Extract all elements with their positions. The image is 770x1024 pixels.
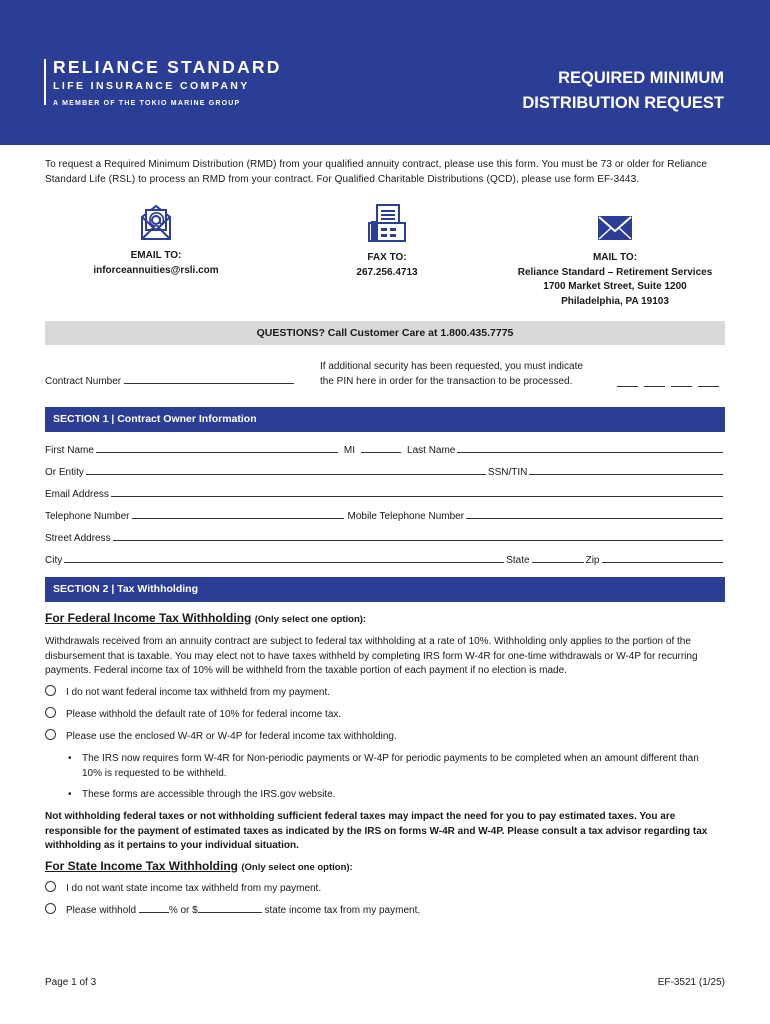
- contact-email: [66, 203, 246, 278]
- federal-heading-note: (Only select one option):: [254, 614, 367, 625]
- contract-number-field[interactable]: [124, 374, 294, 384]
- pin-digit[interactable]: [671, 377, 692, 387]
- state-option-2[interactable]: [45, 903, 420, 916]
- state-amount-field[interactable]: [198, 903, 262, 913]
- mi-label: MI: [343, 445, 356, 456]
- federal-option-2-label: Please withhold the default rate of 10% for federal income tax.: [66, 709, 342, 720]
- pin-digit[interactable]: [698, 377, 719, 387]
- state-heading-title: For State Income Tax Withholding: [45, 859, 239, 873]
- federal-option-3-label: Please use the enclosed W-4R or W-4P for federal income tax withholding.: [66, 731, 397, 742]
- telephone-row: [45, 509, 725, 522]
- fax-label: FAX TO:: [367, 252, 407, 263]
- envelope-icon: [596, 203, 634, 243]
- contract-number-row: [45, 374, 294, 387]
- city-label: City: [45, 555, 63, 566]
- radio-button[interactable]: [45, 685, 56, 696]
- mobile-field[interactable]: [466, 509, 723, 519]
- email-label: EMAIL TO:: [130, 250, 182, 261]
- federal-option-3[interactable]: [45, 729, 397, 742]
- pin-field[interactable]: [611, 374, 719, 392]
- state-heading: [45, 859, 353, 873]
- logo-tagline: A MEMBER OF THE TOKIO MARINE GROUP: [53, 100, 241, 107]
- logo-name: RELIANCE STANDARD: [53, 57, 282, 77]
- form-id: EF-3521 (1/25): [657, 977, 725, 988]
- logo-subname: LIFE INSURANCE COMPANY: [53, 80, 250, 92]
- pin-digit[interactable]: [617, 377, 638, 387]
- zip-label: Zip: [585, 555, 600, 566]
- withholding-warning: Not withholding federal taxes or not withholding sufficient federal taxes may impact the need for you to pay estimated taxes. You are responsible for the payment of estimated taxes as indicated by the IRS on forms W-4R and W-4P. Please consult a tax advisor regarding tax withholding as it pertains to your individual situation.: [45, 811, 708, 851]
- state-heading-note: (Only select one option):: [241, 862, 353, 873]
- city-row: [45, 553, 725, 566]
- first-name-field[interactable]: [96, 443, 338, 453]
- radio-button[interactable]: [45, 707, 56, 718]
- form-title-line2: DISTRIBUTION REQUEST: [522, 94, 724, 112]
- first-name-label: First Name: [45, 445, 94, 456]
- mail-line1: Reliance Standard – Retirement Services: [517, 266, 713, 278]
- radio-button[interactable]: [45, 881, 56, 892]
- form-title: [464, 66, 724, 116]
- state-option-2-label-b: % or $: [168, 905, 198, 916]
- street-row: [45, 531, 725, 544]
- street-field[interactable]: [113, 531, 723, 541]
- fax-machine-icon: [367, 203, 407, 243]
- federal-heading-title: For Federal Income Tax Withholding: [45, 611, 252, 625]
- email-address[interactable]: inforceannuities@rsli.com: [93, 264, 219, 276]
- ssn-label: SSN/TIN: [487, 467, 528, 478]
- ssn-field[interactable]: [529, 465, 723, 475]
- questions-bar: QUESTIONS? Call Customer Care at 1.800.435.7775: [45, 321, 725, 345]
- mail-line3: Philadelphia, PA 19103: [561, 295, 669, 307]
- street-label: Street Address: [45, 533, 111, 544]
- mi-field[interactable]: [361, 443, 401, 453]
- email-address-field[interactable]: [111, 487, 723, 497]
- entity-row: [45, 465, 725, 478]
- mail-line2: 1700 Market Street, Suite 1200: [543, 281, 687, 292]
- mobile-label: Mobile Telephone Number: [347, 511, 465, 522]
- city-field[interactable]: [64, 553, 504, 563]
- radio-button[interactable]: [45, 729, 56, 740]
- state-label: State: [506, 555, 530, 566]
- state-option-1-label: I do not want state income tax withheld from my payment.: [66, 883, 322, 894]
- state-option-2-label-c: state income tax from my payment.: [264, 905, 421, 916]
- federal-heading: [45, 611, 366, 625]
- email-at-icon: [138, 203, 174, 241]
- logo-bar: [44, 59, 46, 105]
- telephone-field[interactable]: [132, 509, 344, 519]
- pin-text-line1: If additional security has been requested, you must indicate: [320, 361, 583, 372]
- federal-option-2[interactable]: [45, 707, 341, 720]
- state-field[interactable]: [532, 553, 584, 563]
- bullet-w4r-note: • The IRS now requires form W-4R for Non-periodic payments or W-4P for periodic payments to be completed when an amount different than 10% is requested to be withheld.: [68, 752, 708, 781]
- contact-mail: [500, 203, 730, 309]
- entity-label: Or Entity: [45, 467, 84, 478]
- federal-option-1[interactable]: [45, 685, 330, 698]
- mail-label: MAIL TO:: [592, 252, 638, 263]
- page-number: Page 1 of 3: [45, 977, 97, 988]
- section2-header: SECTION 2 | Tax Withholding: [45, 577, 725, 602]
- contract-number-label: Contract Number: [45, 376, 122, 387]
- pin-instructions: [320, 360, 610, 389]
- radio-button[interactable]: [45, 903, 56, 914]
- section1-header: SECTION 1 | Contract Owner Information: [45, 407, 725, 432]
- state-option-1[interactable]: [45, 881, 321, 894]
- header-banner: [0, 0, 770, 145]
- federal-paragraph: Withdrawals received from an annuity contract are subject to federal tax withholding at a rate of 10%. Withholding only applies to the portion of the disbursement that is taxable. You may elect not to have taxes withheld by completing IRS form W-4R for one-time withdrawals or W-4P for recurring payments. Federal income tax of 10% will be withheld from the taxable portion of each payment if no election is made.: [45, 636, 698, 676]
- pin-text-line2: the PIN here in order for the transaction to be processed.: [320, 375, 573, 387]
- last-name-label: Last Name: [407, 445, 456, 456]
- email-row: [45, 487, 725, 500]
- bullet-irs-website: • These forms are accessible through the IRS.gov website.: [68, 788, 708, 803]
- fax-number: 267.256.4713: [356, 266, 418, 278]
- pin-digit[interactable]: [644, 377, 665, 387]
- state-option-2-label-a: Please withhold: [66, 905, 137, 916]
- state-percent-field[interactable]: [139, 903, 169, 913]
- email-address-label: Email Address: [45, 489, 109, 500]
- contact-fax: [302, 203, 472, 280]
- name-row: [45, 443, 725, 456]
- telephone-label: Telephone Number: [45, 511, 130, 522]
- intro-text: To request a Required Minimum Distribution (RMD) from your qualified annuity contract, please use this form. You must be 73 or older for Reliance Standard Life (RSL) to process an RMD from your contract. For Qualified Charitable Distributions (QCD), please use form EF-3443.: [45, 159, 708, 185]
- last-name-field[interactable]: [457, 443, 723, 453]
- zip-field[interactable]: [602, 553, 724, 563]
- federal-option-1-label: I do not want federal income tax withheld from my payment.: [66, 687, 331, 698]
- form-title-line1: REQUIRED MINIMUM: [558, 69, 724, 87]
- entity-field[interactable]: [86, 465, 486, 475]
